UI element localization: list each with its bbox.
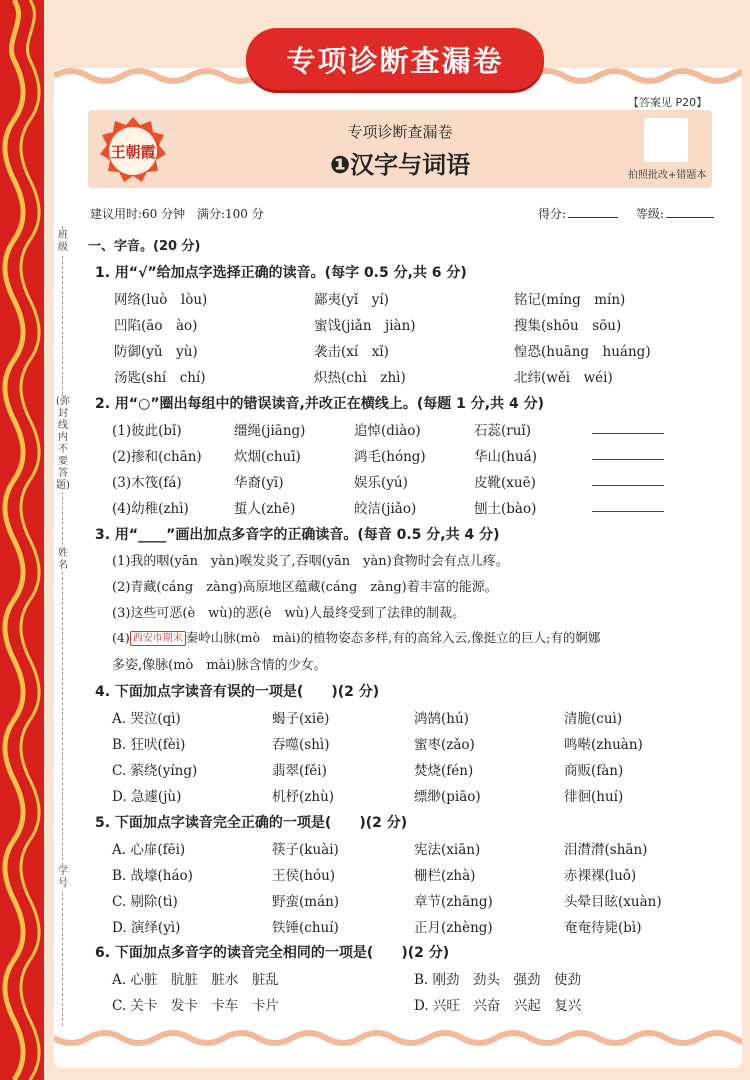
q1-item[interactable]: 防御(yǔ yù) [114,344,198,360]
q2-cell[interactable]: 刨土(bào) [474,501,537,517]
q5-cell: 王侯(hóu) [272,868,336,884]
bottom-wave-border [54,1030,742,1050]
q3-line4-text: 秦岭山脉(mò mài)的植物姿态多样,有的高耸入云,像挺立的巨人;有的婀娜 [185,630,601,645]
q6-option[interactable]: A. 心脏 肮脏 脏水 脏乱 [112,972,279,988]
score-blank[interactable] [568,205,618,218]
q3-line[interactable]: (2)青藏(cáng zàng)高原地区蕴藏(cáng zàng)着丰富的能源。 [112,580,498,595]
q5-option[interactable]: C. 剔除(tì) [112,894,178,910]
q4-cell: 机杼(zhù) [272,789,335,805]
q2-answer-line[interactable] [592,511,664,512]
q6-stem: 6. 下面加点多音字的读音完全相同的一项是( )(2 分) [95,945,450,961]
grade-blank[interactable] [666,205,714,218]
q5-cell: 泪潸潸(shān) [564,842,648,858]
q6-option[interactable]: C. 关卡 发卡 卡车 卡片 [112,998,279,1014]
q2-cell[interactable]: 皎洁(jiǎo) [354,501,417,517]
q2-cell[interactable]: 追悼(diào) [354,423,421,439]
q2-cell[interactable]: (2)掺和(chān) [112,449,202,465]
q4-option[interactable]: A. 哭泣(qì) [112,711,181,727]
q2-cell[interactable]: (3)木筏(fá) [112,475,182,491]
q5-option[interactable]: A. 心扉(fēi) [112,842,186,858]
q2-cell[interactable]: 华山(huá) [474,449,537,465]
q5-cell: 头晕目眩(xuàn) [564,894,662,910]
q3-line[interactable]: (3)这些可恶(è wù)的恶(è wù)人最终受到了法律的制裁。 [112,606,466,621]
score-fields [538,205,714,222]
q5-cell: 赤裸裸(luǒ) [564,868,637,884]
q4-cell: 吞噬(shì) [272,737,330,753]
q2-cell[interactable]: (1)彼此(bǐ) [112,423,182,439]
q4-cell: 商贩(fàn) [564,763,624,779]
q1-item[interactable]: 惶恐(huāng huáng) [514,344,651,360]
side-name: 姓名 [58,548,68,571]
q4-cell: 翡翠(fěi) [272,763,327,779]
source-tag: 西安市期末 [130,631,186,646]
score-label: 得分: [538,207,567,221]
q2-cell[interactable]: 娱乐(yú) [354,475,408,491]
q5-stem: 5. 下面加点字读音完全正确的一项是( )(2 分) [95,815,408,831]
q5-option[interactable]: D. 演绎(yì) [112,920,181,936]
q1-item[interactable]: 铭记(míng mín) [514,292,626,308]
seal-line [62,226,63,1026]
q1-item[interactable]: 搜集(shōu sōu) [514,318,622,334]
q4-cell: 清脆(cuì) [564,711,623,727]
q5-cell: 铁锤(chuí) [272,920,339,936]
q1-item[interactable]: 凹陷(āo ào) [114,318,198,334]
q3-stem: 3. 用“____”画出加点多音字的正确读音。(每音 0.5 分,共 4 分) [95,527,500,543]
page-banner: 专项诊断查漏卷 [246,28,544,90]
full-score: 满分:100 分 [196,207,264,221]
q2-cell[interactable]: (4)幼稚(zhì) [112,501,189,517]
q1-item[interactable]: 网络(luò lòu) [114,292,208,308]
q3-line[interactable] [112,628,600,646]
q4-cell: 缥缈(piāo) [414,789,481,805]
q2-cell[interactable]: 石蕊(ruǐ) [474,423,531,439]
q4-cell: 焚烧(fén) [414,763,474,779]
q1-stem: 1. 用“√”给加点字选择正确的读音。(每字 0.5 分,共 6 分) [95,265,467,281]
q2-cell[interactable]: 缰绳(jiāng) [234,423,306,439]
q3-line[interactable]: 多姿,像脉(mò mài)脉含情的少女。 [112,658,327,673]
q4-cell: 鸿鹄(hú) [414,711,469,727]
subtitle: 专项诊断查漏卷 [347,123,453,141]
q2-answer-line[interactable] [592,433,664,434]
q4-cell: 徘徊(huí) [564,789,624,805]
answer-reference: 【答案见 P20】 [628,96,708,109]
q5-cell: 筷子(kuài) [272,842,339,858]
grade-label: 等级: [635,207,664,221]
q1-item[interactable]: 炽热(chì zhì) [314,370,406,386]
q2-cell[interactable]: 鸿毛(hóng) [354,449,426,465]
q5-option[interactable]: B. 战壕(háo) [112,868,193,884]
q2-answer-line[interactable] [592,485,664,486]
q2-cell[interactable]: 蜇人(zhē) [234,501,296,517]
q2-answer-line[interactable] [592,459,664,460]
side-number: 学号 [58,866,68,889]
q6-option[interactable]: B. 刚劲 劲头 强劲 使劲 [414,972,582,988]
svg-text:王朝霞: 王朝霞 [110,143,156,161]
meta-info [90,205,264,222]
q6-option[interactable]: D. 兴旺 兴奋 兴起 复兴 [414,998,582,1014]
q2-stem: 2. 用“○”圈出每组中的错误读音,并改正在横线上。(每题 1 分,共 4 分) [95,396,544,412]
q5-cell: 正月(zhèng) [414,920,493,936]
q1-item[interactable]: 蜜饯(jiǎn jiàn) [314,318,416,334]
q4-cell: 蜜枣(zǎo) [414,737,475,753]
q5-cell: 宪法(xiān) [414,842,481,858]
qr-label: 拍照批改+错题本 [628,170,707,181]
q5-cell: 野蛮(mán) [272,894,340,910]
q1-item[interactable]: 汤匙(shí chí) [114,370,206,386]
q3-line[interactable]: (1)我的咽(yān yàn)喉发炎了,吞咽(yān yàn)食物时会有点儿疼。 [112,554,509,569]
side-class: 班级 [58,230,68,253]
q2-cell[interactable]: 皮靴(xuē) [474,475,536,491]
q1-item[interactable]: 袭击(xí xǐ) [314,344,389,360]
q3-line4-prefix: (4) [112,630,130,645]
q4-stem: 4. 下面加点字读音有误的一项是( )(2 分) [95,684,380,700]
q2-cell[interactable]: 炊烟(chuī) [234,449,301,465]
side-seal-note: (弥封线内不要答题) [56,396,70,491]
q5-cell: 章节(zhāng) [414,894,493,910]
q2-cell[interactable]: 华裔(yī) [234,475,284,491]
q4-option[interactable]: C. 萦绕(yíng) [112,763,198,779]
section-title: 一、字音。(20 分) [88,239,201,254]
q4-cell: 蝎子(xiē) [272,711,330,727]
q4-cell: 鸣啭(zhuàn) [564,737,643,753]
q5-cell: 栅栏(zhà) [414,868,476,884]
q4-option[interactable]: B. 狂吠(fèi) [112,737,186,753]
q5-cell: 奄奄待毙(bì) [564,920,642,936]
qr-code-placeholder [644,118,688,162]
suggested-time: 建议用时:60 分钟 [90,207,186,221]
q1-item[interactable]: 鄙夷(yǐ yí) [314,292,389,308]
page-title: ❶汉字与词语 [329,151,471,179]
q4-option[interactable]: D. 急遽(jù) [112,789,182,805]
q1-item[interactable]: 北纬(wěi wéi) [514,370,613,386]
